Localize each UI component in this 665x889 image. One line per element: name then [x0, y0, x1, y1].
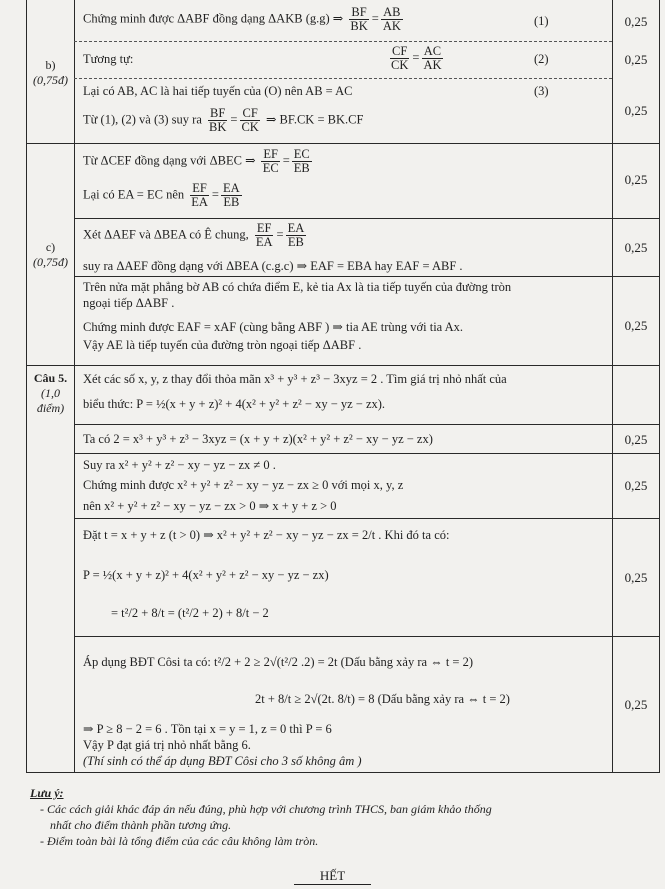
part-c-step2: Lại có EA = EC nên $\frac{EF}{EA}$ = $\frac{EA}{EB}$ [83, 181, 240, 210]
part-b-step1: Chứng minh được ΔABF đồng dạng ΔAKB (g.g) ⇒ $\frac{BF}{BK}$ = $\frac{AB}{AK}$ [83, 5, 401, 34]
part-c-step6: ngoại tiếp ΔABF . [83, 296, 175, 310]
score: 0,25 [624, 240, 648, 255]
end-marker [0, 868, 665, 885]
question-5-step4b: 2t + 8/t ≥ 2√(2t. 8/t) = 8 (Dấu bằng xảy ra ⇔ t = 2) [255, 692, 510, 706]
question-5-step4a: Áp dụng BĐT Côsi ta có: t²/2 + 2 ≥ 2√(t²/2 .2) = 2t (Dấu bằng xảy ra ⇔ t = 2) [83, 655, 474, 669]
part-b-label: b) (0,75đ) [33, 58, 68, 87]
part-b-step2: Tương tự: [83, 52, 134, 66]
question-5-step1: Ta có 2 = x³ + y³ + z³ − 3xyz = (x + y + z)(x² + y² + z² − xy − yz − zx) [83, 432, 433, 446]
score: 0,25 [624, 52, 648, 67]
note-item: - Điểm toàn bài là tổng điểm của các câu không làm tròn. [40, 834, 319, 849]
score: 0,25 [624, 432, 648, 447]
row-divider [74, 78, 612, 79]
score: 0,25 [624, 478, 648, 493]
part-b-step4: Từ (1), (2) và (3) suy ra $\frac{BF}{BK}$ = $\frac{CF}{CK}$ ⇒ BF.CK = BK.CF [83, 106, 364, 135]
score: 0,25 [624, 318, 648, 333]
equation-number: (1) [534, 14, 549, 28]
question-5-step4c: ⇒ P ≥ 8 − 2 = 6 . Tồn tại x = y = 1, z = 0 thì P = 6 [83, 722, 332, 736]
question-5-step3c: = t²/2 + 8/t = (t²/2 + 2) + 8/t − 2 [111, 606, 269, 620]
row-divider [74, 424, 659, 425]
row-divider [74, 276, 659, 277]
row-divider [74, 41, 612, 42]
notes-title: Lưu ý: [30, 786, 64, 800]
question-5-step4d: Vậy P đạt giá trị nhỏ nhất bằng 6. [83, 738, 251, 752]
section-divider [27, 365, 659, 366]
row-divider [74, 636, 659, 637]
end-text: HẾT [294, 868, 371, 885]
question-5-step2c: nên x² + y² + z² − xy − yz − zx > 0 ⇒ x + y + z > 0 [83, 499, 337, 513]
note-item: nhất cho điểm thành phần tương ứng. [50, 818, 232, 833]
column-divider-label [74, 0, 75, 772]
part-c-step5: Trên nửa mặt phẳng bờ AB có chứa điểm E, kẻ tia Ax là tia tiếp tuyến của đường tròn [83, 280, 512, 294]
question-5-step2a: Suy ra x² + y² + z² − xy − yz − zx ≠ 0 . [83, 458, 276, 472]
answer-key-table [26, 0, 660, 773]
question-5-step3b: P = ½(x + y + z)² + 4(x² + y² + z² − xy − yz − zx) [83, 568, 329, 582]
part-b-step3: Lại có AB, AC là hai tiếp tuyến của (O) nên AB = AC [83, 84, 353, 98]
question-5-label: Câu 5. (1,0 điểm) [33, 371, 68, 415]
part-c-step1: Từ ΔCEF đồng dạng với ΔBEC ⇒ $\frac{EF}{EC}$ = $\frac{EC}{EB}$ [83, 147, 310, 176]
question-5-statement-line1: Xét các số x, y, z thay đổi thỏa mãn x³ + y³ + z³ − 3xyz = 2 . Tìm giá trị nhỏ nhất của [83, 372, 507, 386]
equation-number: (2) [534, 52, 549, 66]
score: 0,25 [624, 103, 648, 118]
part-c-label: c) (0,75đ) [33, 240, 68, 269]
equation-number: (3) [534, 84, 549, 98]
section-divider [27, 143, 659, 144]
part-c-step3: Xét ΔAEF và ΔBEA có Ê chung, $\frac{EF}{EA}$ = $\frac{EA}{EB}$ [83, 221, 305, 250]
part-c-step4: suy ra ΔAEF đồng dạng với ΔBEA (c.g.c) ⇒ EAF = EBA hay EAF = ABF . [83, 259, 463, 273]
question-5-step3a: Đặt t = x + y + z (t > 0) ⇒ x² + y² + z² − xy − yz − zx = 2/t . Khi đó ta có: [83, 528, 450, 542]
score: 0,25 [624, 570, 648, 585]
score: 0,25 [624, 14, 648, 29]
notes-section [30, 786, 650, 850]
part-c-step8: Vậy AE là tiếp tuyến của đường tròn ngoại tiếp ΔABF . [83, 338, 362, 352]
row-divider [74, 518, 659, 519]
question-5-statement-line2: biểu thức: P = ½(x + y + z)² + 4(x² + y² + z² − xy − yz − zx). [83, 397, 386, 411]
row-divider [74, 453, 659, 454]
row-divider [74, 218, 659, 219]
part-b-step2-fraction: $\frac{CF}{CK}$ = $\frac{AC}{AK}$ [391, 44, 442, 73]
question-5-step4e: (Thí sinh có thể áp dụng BĐT Côsi cho 3 số không âm ) [83, 754, 362, 768]
question-5-step2b: Chứng minh được x² + y² + z² − xy − yz − zx ≥ 0 với mọi x, y, z [83, 478, 404, 492]
score: 0,25 [624, 172, 648, 187]
score: 0,25 [624, 697, 648, 712]
note-item: - Các cách giải khác đáp án nếu đúng, phù hợp với chương trình THCS, ban giám khảo thống [40, 802, 492, 816]
part-c-step7: Chứng minh được EAF = xAF (cùng bằng ABF ) ⇒ tia AE trùng với tia Ax. [83, 320, 464, 334]
